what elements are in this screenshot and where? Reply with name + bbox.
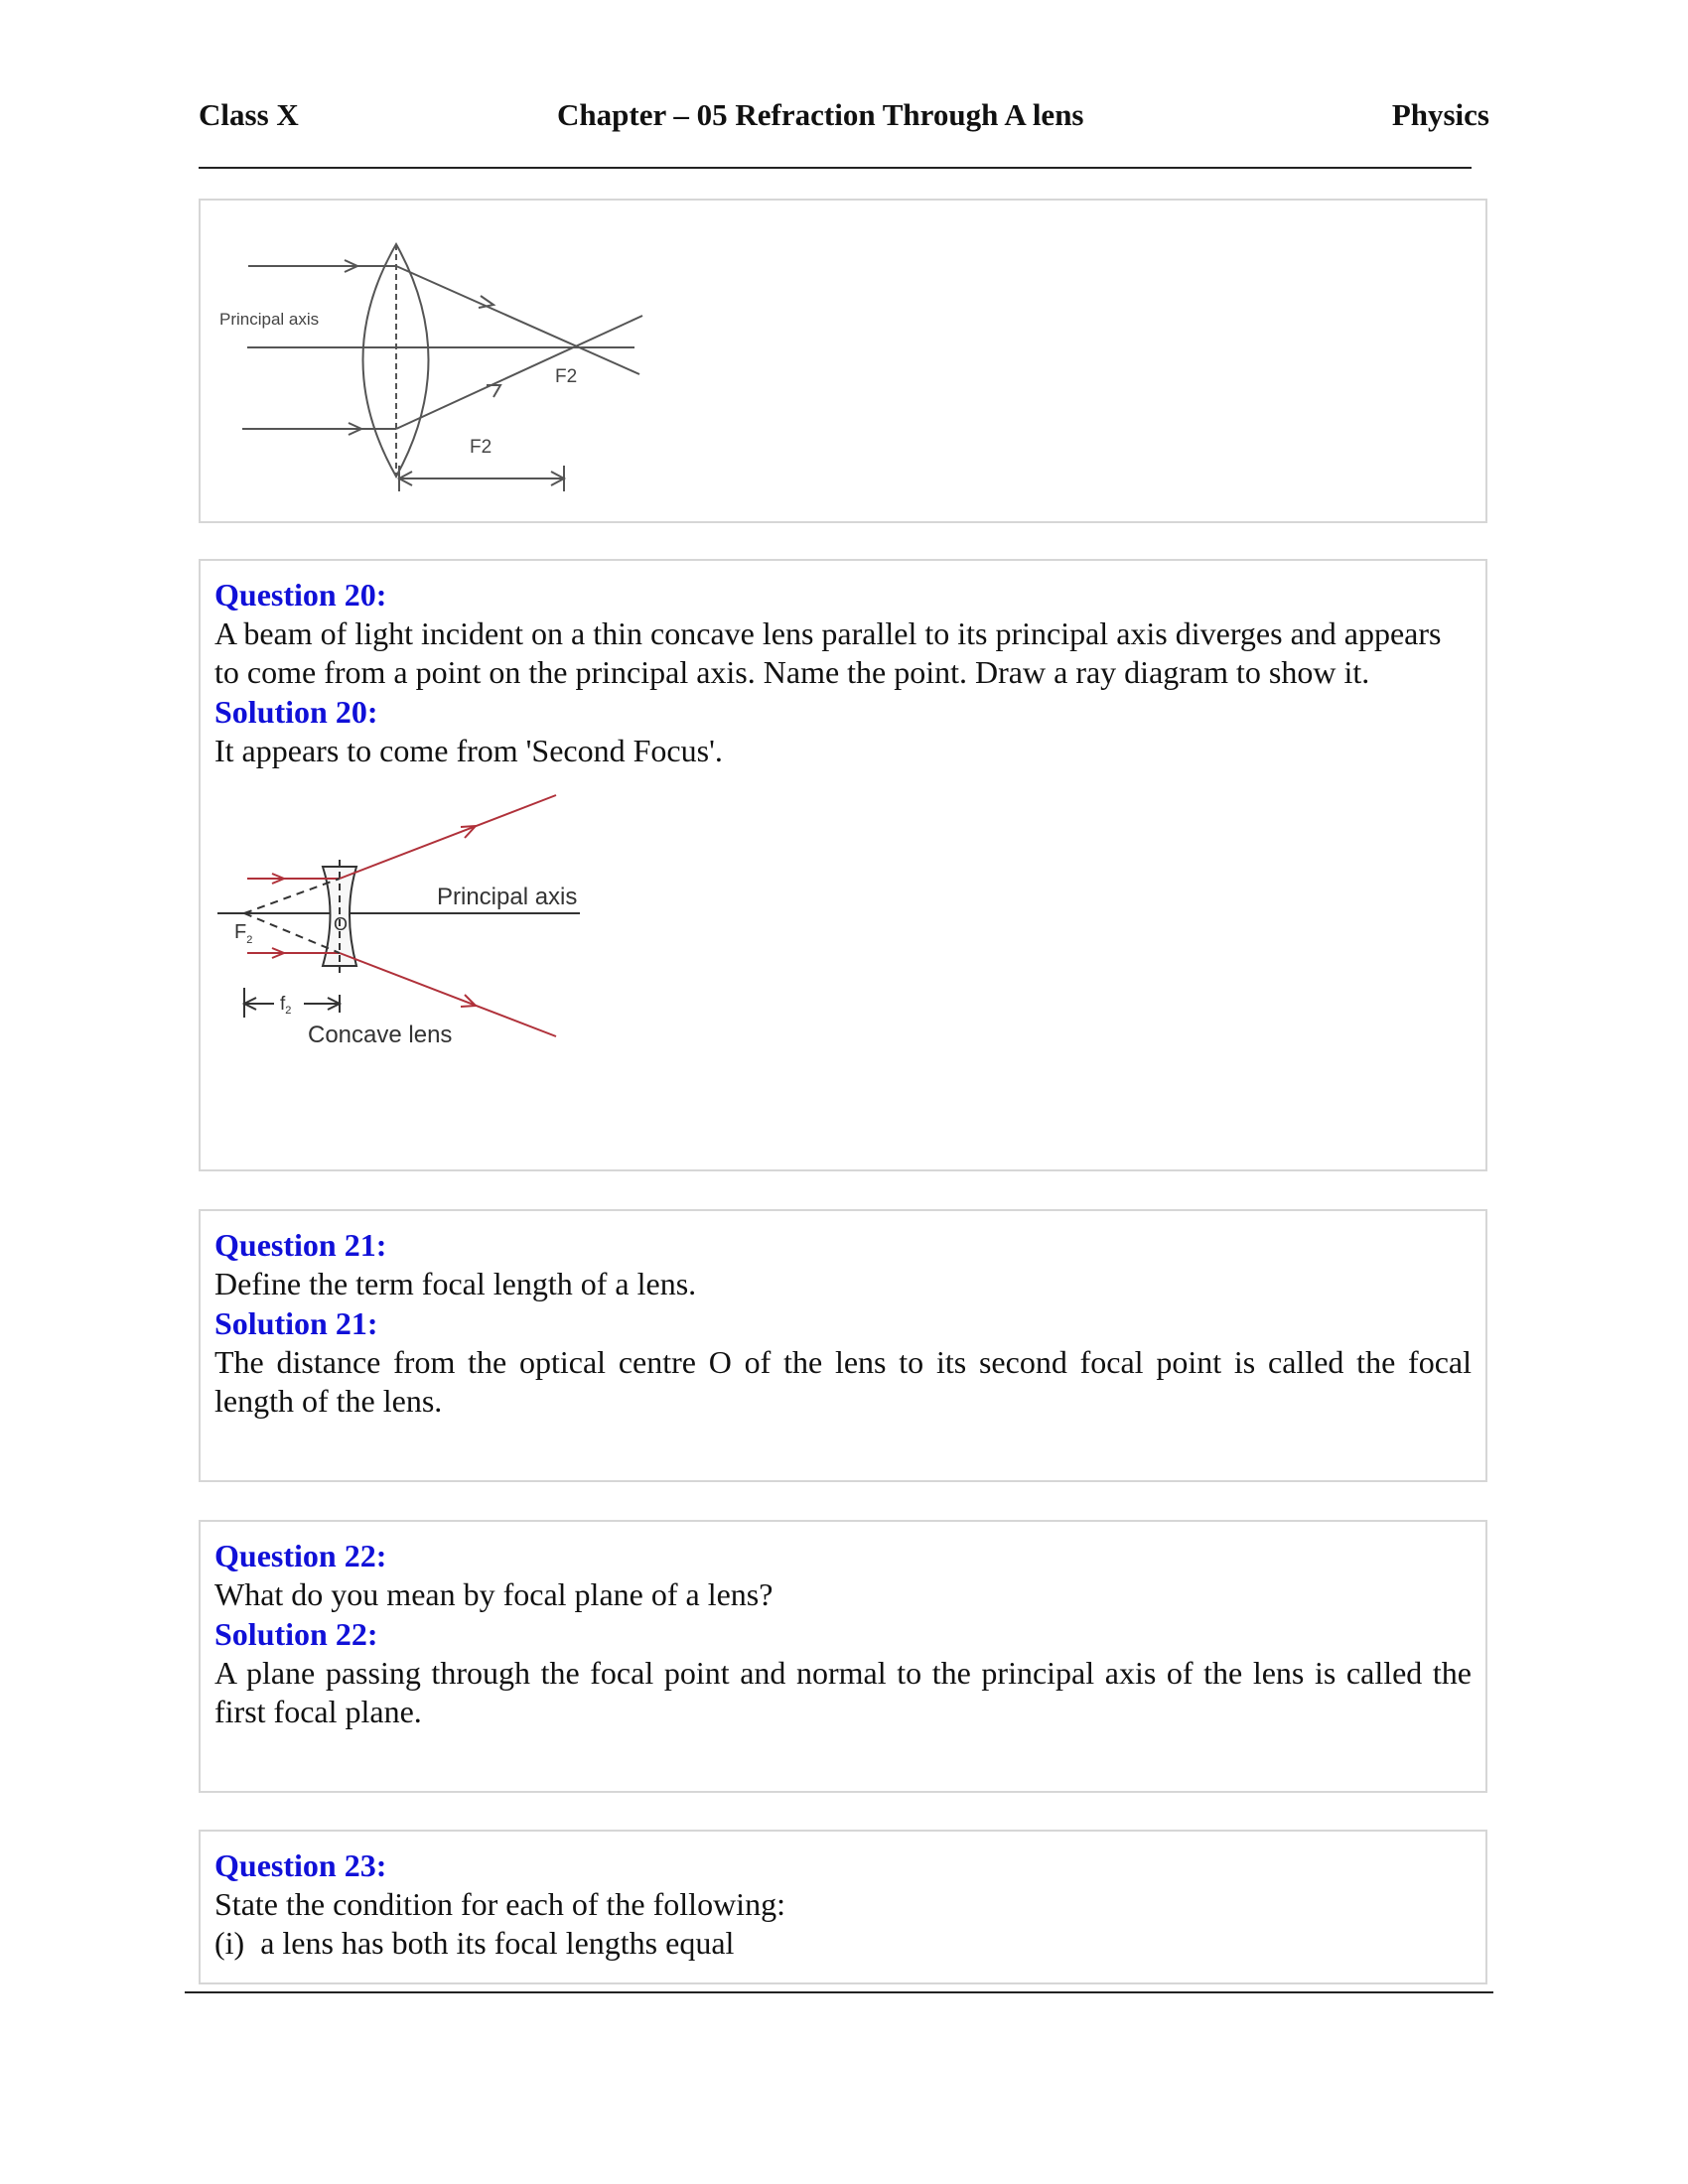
footer-divider [185,1991,1493,1993]
focus-label: $F_2$ [234,921,253,946]
focus-label-axis: F2 [555,366,578,387]
concave-lens-diagram [212,784,630,1092]
solution-20-text: It appears to come from 'Second Focus'. [214,733,723,768]
question-21-text: Define the term focal length of a lens. [214,1266,697,1301]
focal-length-label: $f_2$ [280,994,292,1017]
header-divider [199,167,1472,169]
principal-axis-label: Principal axis [437,884,578,910]
question-23-box [199,1830,1487,1984]
question-23-text: State the condition for each of the following: [214,1886,785,1922]
question-22-text: What do you mean by focal plane of a lens? [214,1576,774,1612]
question-20-heading: Question 20: [214,577,387,613]
principal-axis-label: Principal axis [219,310,320,329]
question-21-box [199,1209,1487,1482]
question-22-box [199,1520,1487,1793]
question-23-heading: Question 23: [214,1847,387,1883]
question-22-heading: Question 22: [214,1538,387,1573]
question-21-heading: Question 21: [214,1227,387,1263]
question-20-box [199,559,1487,1171]
subject-label: Physics [1391,97,1489,132]
optical-centre-label: O [334,914,349,934]
solution-22-heading: Solution 22: [214,1616,378,1652]
solution-22-text: A plane passing through the focal point and normal to the principal axis of the lens is called the first focal plane. [214,1655,1472,1729]
convex-lens-diagram-box [199,199,1487,523]
convex-lens-diagram [201,201,1485,521]
solution-21-heading: Solution 21: [214,1305,378,1341]
concave-lens-label: Concave lens [308,1022,453,1048]
solution-21-text: The distance from the optical centre O of the lens to its second focal point is called the focal length of the lens. [214,1344,1472,1419]
class-label: Class X [199,97,299,132]
page-header [199,97,1489,147]
focal-length-label: F2 [470,437,492,458]
question-23-item-1: (i) a lens has both its focal lengths equal [214,1925,735,1961]
solution-20-heading: Solution 20: [214,694,378,730]
chapter-title: Chapter – 05 Refraction Through A lens [557,97,1084,132]
question-20-text: A beam of light incident on a thin concave lens parallel to its principal axis diverges and appears to come from a point on the principal axis. Name the point. Draw a ray diagram to show it. [214,615,1442,690]
